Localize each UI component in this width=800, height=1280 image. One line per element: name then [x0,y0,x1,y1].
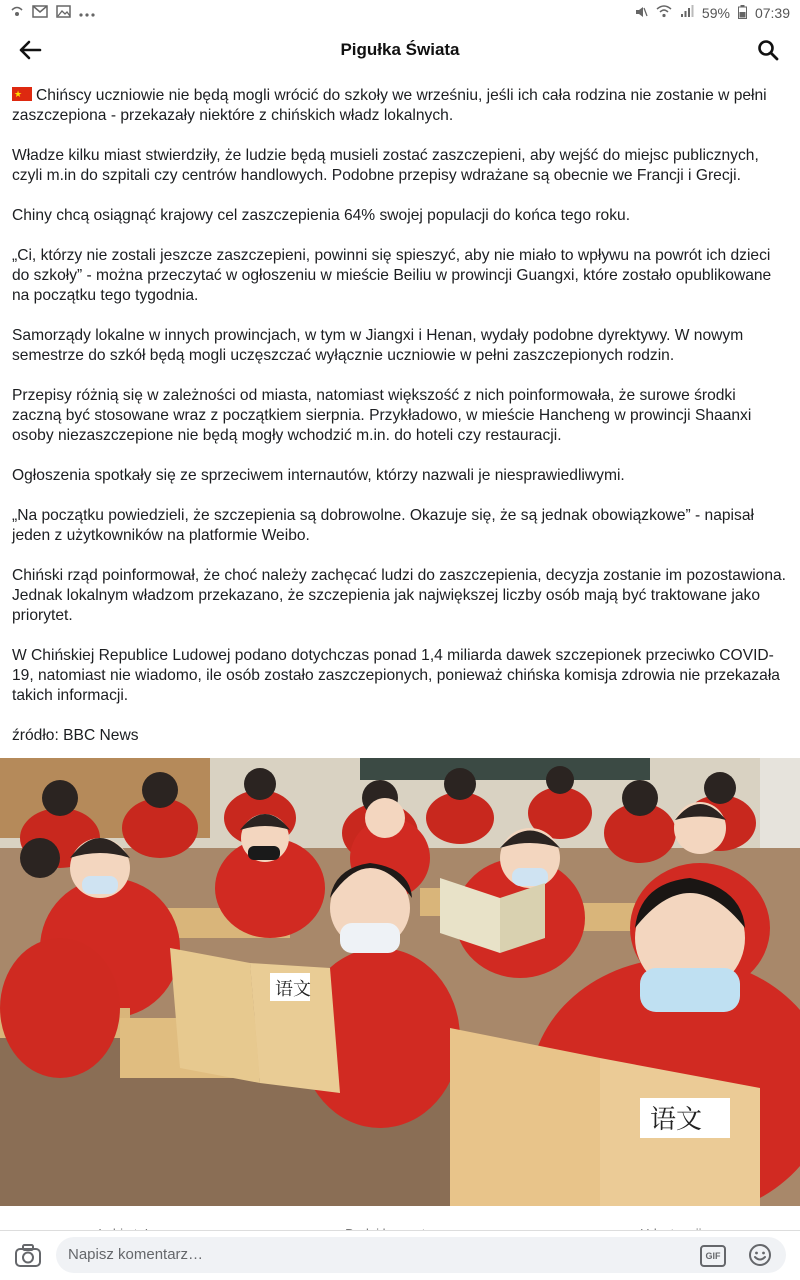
post-paragraph: Samorządy lokalne w innych prowincjach, w tym w Jiangxi i Henan, wydały podobne dyrektywy. W nowym semestrze do szkół będą mogli uczęszczać wyłącznie uczniowie w pełni zaszczepionych rodzin. [12,327,744,364]
comment-placeholder: Napisz komentarz… [68,1246,204,1263]
post-paragraph: „Na początku powiedzieli, że szczepienia są dobrowolne. Okazuje się, że są jednak obowiązkowe” - napisał jeden z użytkowników na platformie Weibo. [12,507,754,544]
search-icon [757,39,779,61]
emoji-button[interactable] [748,1243,772,1267]
back-button[interactable] [14,34,46,66]
post-paragraph: Ogłoszenia spotkały się ze sprzeciwem internautów, którzy nazwali je niesprawiedliwymi. [12,467,625,484]
post-paragraph: ★Chińscy uczniowie nie będą mogli wrócić do szkoły we wrześniu, jeśli ich cała rodzina nie zostanie w pełni zaszczepiona - przekazały niektóre z chińskich władz lokalnych. [12,86,788,126]
smiley-icon [748,1243,772,1267]
mute-icon [634,5,648,22]
post-paragraph: Przepisy różnią się w zależności od miasta, natomiast większość z nich poinformowała, że surowe środki zaczną być stosowane wraz z początkiem sierpnia. Przykładowo, w mieście Hancheng w prowincji Shaanxi osoby niezaszczepione nie będą mogły wchodzić m.in. do hoteli czy restauracji. [12,387,752,444]
signal-icon [680,5,694,21]
status-bar [0,0,800,26]
clock: 07:39 [754,5,790,21]
gif-button[interactable]: GIF [700,1245,726,1267]
comment-bar [0,1230,800,1280]
post-paragraph: Chiny chcą osiągnąć krajowy cel zaszczepienia 64% swojej populacji do końca tego roku. [12,207,631,224]
book-cover-label: 语文 [275,979,311,1000]
post-paragraph: W Chińskiej Republice Ludowej podano dotychczas ponad 1,4 miliarda dawek szczepionek przeciwko COVID-19, natomiast nie wiadomo, ile osób zostało zaszczepionych, ponieważ chińska komisja zdrowia nie przekazała takich informacji. [12,647,780,704]
gmail-icon [32,5,48,21]
post-paragraph: „Ci, którzy nie zostali jeszcze zaszczepieni, powinni się spieszyć, aby nie miało to wpływu na powrót ich dzieci do szkoły” - można przeczytać w ogłoszeniu w mieście Beiliu w prowincji Guangxi, które zostało opublikowane na początku tego tygodnia. [12,247,772,304]
china-flag-icon [12,87,32,101]
wifi-calling-icon [10,5,24,22]
post-photo[interactable] [0,758,800,1206]
comment-input[interactable] [56,1237,786,1273]
post-source: źródło: BBC News [12,727,139,744]
post-paragraph: Władze kilku miast stwierdziły, że ludzie będą musieli zostać zaszczepieni, aby wejść do miejsc publicznych, czyli m.in do szpitali czy centrów handlowych. Podobne przepisy wdrażane są obecnie we Francji i Grecji. [12,147,759,184]
camera-icon [14,1243,42,1269]
page-title: Pigułka Świata [340,40,460,59]
battery-icon [738,5,747,22]
post-text [12,86,788,766]
gallery-icon [56,5,71,21]
search-button[interactable] [752,34,784,66]
more-notifications-icon [79,6,95,21]
post-paragraph: Chiński rząd poinformował, że choć należy zachęcać ludzi do zaszczepienia, decyzja zostanie im pozostawiona. Jednak lokalnym władzom przekazano, że szczepienia jak największej liczby osób mają być traktowane jako priorytet. [12,567,787,624]
battery-percent: 59% [701,5,730,21]
camera-button[interactable] [14,1243,42,1269]
reaction-bar [0,1206,800,1232]
wifi-icon [656,5,672,21]
book-cover-label: 语文 [650,1105,703,1135]
arrow-left-icon [18,40,42,60]
app-header [0,26,800,74]
